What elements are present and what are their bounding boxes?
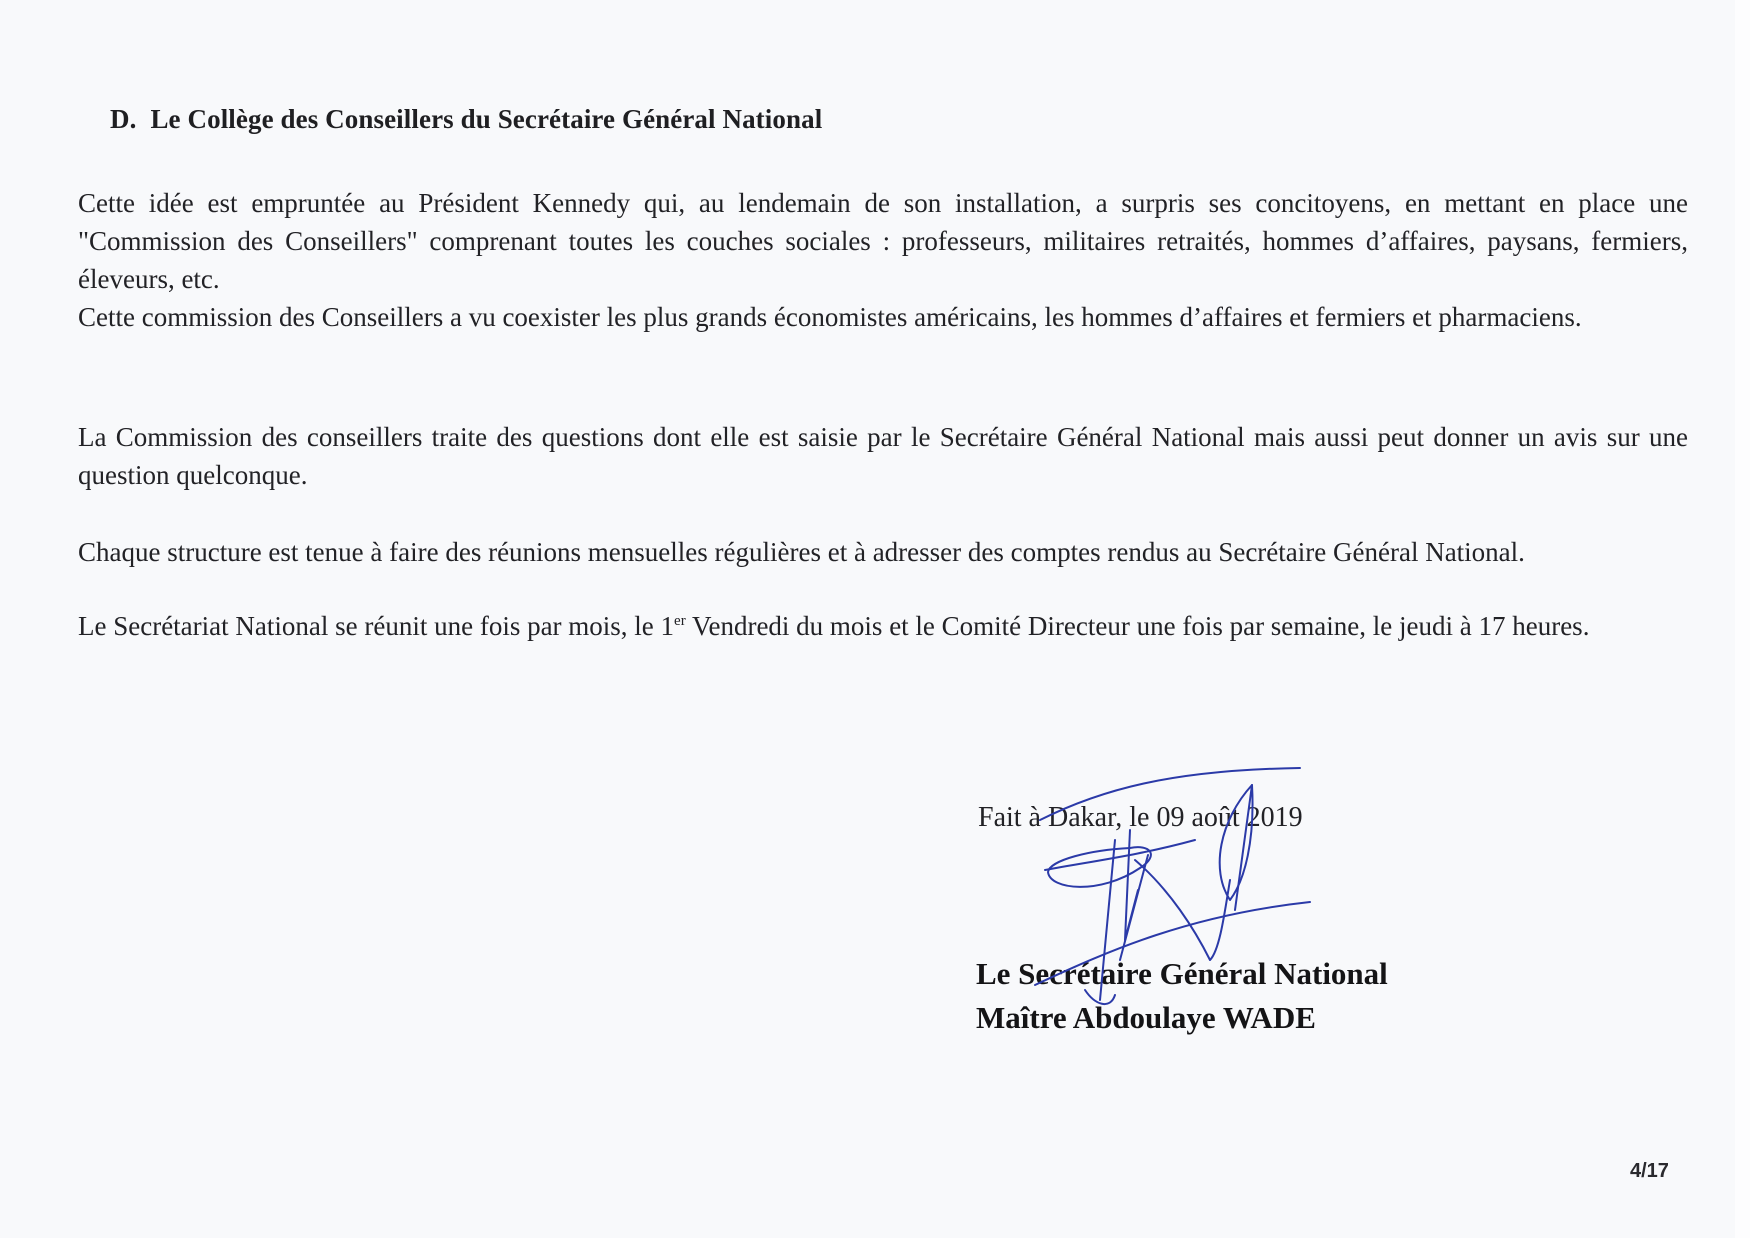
scan-edge [1735,0,1750,1238]
paragraph-commission-role: La Commission des conseillers traite des questions dont elle est saisie par le Secrétaire Général National mais aussi peut donner un avis sur une question quelconque. [78,422,1688,490]
section-letter: D. [110,104,137,134]
page-number: 4/17 [1630,1160,1669,1182]
place-and-date: Fait à Dakar, le 09 août 2019 [978,802,1303,833]
schedule-text-end: Vendredi du mois et le Comité Directeur une fois par semaine, le jeudi à 17 heures. [685,611,1590,641]
signatory-name: Maître Abdoulaye WADE [976,1000,1316,1035]
ordinal-suffix: er [674,613,686,629]
paragraph-commission-members: Cette commission des Conseillers a vu coexister les plus grands économistes américains, les hommes d’affaires et fermiers et pharmaciens. [78,302,1582,332]
schedule-text-start: Le Secrétariat National se réunit une fois par mois, le 1 [78,611,675,641]
signatory-title: Le Secrétaire Général National [976,956,1388,991]
section-heading [110,104,822,135]
section-title: Le Collège des Conseillers du Secrétaire Général National [150,104,823,134]
paragraph-meeting-schedule [78,607,1688,645]
paragraph-kennedy-origin: Cette idée est empruntée au Président Kennedy qui, au lendemain de son installation, a surpris ses concitoyens, en mettant en place une "Commission des Conseillers" comprenant toutes les couches sociales : professeurs, militaires retraités, hommes d’affaires, paysans, fermiers, éleveurs, etc. [78,188,1688,294]
paragraph-monthly-meetings: Chaque structure est tenue à faire des réunions mensuelles régulières et à adresser des comptes rendus au Secrétaire Général National. [78,537,1525,567]
